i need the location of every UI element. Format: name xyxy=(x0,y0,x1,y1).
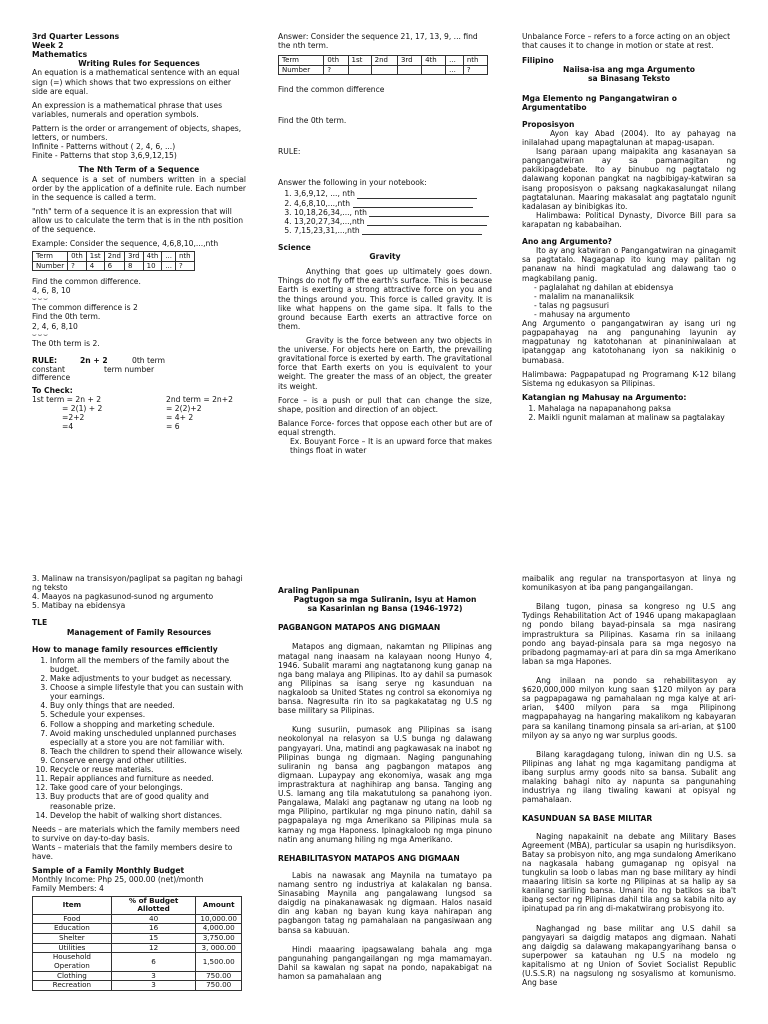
table-cell: 3,750.00 xyxy=(196,934,242,944)
tle-column xyxy=(32,574,246,993)
ap-paragraph: Ang inilaan na pondo sa rehabilitasyon ay $620,000,000 milyon kung saan $120 milyon ay para sa pagpapagawa ng pamahalaan ng mga kalye at ari-arian, $400 milyon para sa mga Pilipinong magpapahayag na hangaring makalikom ng kabayaran para sa kanilang tinamong pinsala sa ari-arian, at $100 milyon ay sa anyo ng war surplus goods. xyxy=(522,675,736,740)
budget-heading: Sample of a Family Monthly Budget xyxy=(32,866,185,876)
answer-line[interactable] xyxy=(367,218,487,226)
ap-paragraph: Labis na nawasak ang Maynila na tumatayo pa namang sentro ng industriya at kalakalan ng bansa. Sinasabing Maynila ang pangalawang lungsod sa daigdig na pinakanawasak ng digmaan. Halos nasaid din ang kaban ng bayan kung kaya nahirapan ang pagbangon tatag ng pamahalaan na pangasiwaan ang bansa sa kabuuan. xyxy=(278,870,492,935)
list-item: - malalim na mananaliksik xyxy=(534,291,634,301)
table-cell: Shelter xyxy=(33,934,112,944)
table-cell: 1,500.00 xyxy=(196,953,242,971)
table-cell: 0th xyxy=(68,252,87,261)
lesson-title: Writing Rules for Sequences xyxy=(78,59,200,69)
argument-heading: Ano ang Argumento? xyxy=(522,237,612,247)
rule-zero-label: 0th term xyxy=(132,355,166,365)
gravity-paragraph: Gravity is the force between any two objects in the universe. For objects here on Earth, the prevailing gravitational force is exerted by earth. The gravitational force that Earth exerts on you is equivalent to your weight. The greater the mass of an object, the greater its weight. xyxy=(278,335,492,391)
ap-paragraph: Bilang karagdagang tulong, iniwan din ng U.S. sa Pilipinas ang lahat ng mga kagamitang pandigma at ibang surplus army goods nito sa bansa. Subalit ang malaking bahagi nito ay napunta sa pangunahing industriya ng ilang tiwaling kawani at opisyal ng pamahalaan. xyxy=(522,749,736,805)
quarter-heading: 3rd Quarter Lessons xyxy=(32,32,120,41)
infinite-definition: Infinite - Patterns without ( 2, 4, 6, ...) xyxy=(32,142,176,152)
ap-paragraph: Hindi maaaring ipagsawalang bahala ang mga pangunahing pangangailangan ng mga mamamayan. Dahil sa kawalan ng sapat na pondo, napakabigat na hamon sa pamahalaan ang xyxy=(278,944,492,981)
gravity-title: Gravity xyxy=(369,252,401,262)
table-header-row xyxy=(33,252,195,261)
list-item: 4. Buy only things that are needed. xyxy=(50,701,246,710)
exercise-text: 3,6,9,12, ..., nth xyxy=(294,189,355,199)
buoyant-force-example: Ex. Bouyant Force – It is an upward force that makes things float in water xyxy=(290,437,492,456)
sequence-values: 2, 4, 6, 8,10 xyxy=(32,321,78,331)
proposition-paragraph: Ayon kay Abad (2004). Ito ay pahayag na inilalahad upang mapagtalunan at mapag-usapan. xyxy=(522,128,736,147)
section-heading: REHABILITASYON MATAPOS ANG DIGMAAN xyxy=(278,853,460,863)
table-cell: Number xyxy=(279,65,324,74)
list-item: - paglalahat ng dahilan at ebidensya xyxy=(534,282,674,292)
ap-paragraph: Matapos ang digmaan, nakamtan ng Pilipinas ang matagal nang inaasam na kalayaan noong Hunyo 4, 1946. Subalit marami ang nagtatanong kung ganap na nga bang malaya ang Pilipinas. Ito ay dahil sa pumasok ang Pilipinas sa isang serye ng kasunduan na nagkaloob sa United States ng control sa ekonomiya ng bansa. Nagresulta rin ito sa pagkakatatag ng U.S ng base military sa Pilipinas. xyxy=(278,642,492,716)
table-cell: ? xyxy=(463,65,487,74)
ap-paragraph: maibalik ang regular na transportasyon at linya ng komunikasyon at iba pang pangangailangan. xyxy=(522,574,736,593)
expression-definition: An expression is a mathematical phrase that uses variables, numerals and operation symbols. xyxy=(32,100,223,119)
table-cell: Food xyxy=(33,914,112,924)
math-column xyxy=(32,32,246,431)
subject-heading: Mathematics xyxy=(32,50,88,60)
exercise-text: 13,20,27,34,...,nth xyxy=(294,216,365,226)
list-item xyxy=(294,217,492,226)
exercise-list xyxy=(278,189,492,235)
answer-prompt: Answer: Consider the sequence 21, 17, 13, 9, ... find the nth term. xyxy=(278,32,478,51)
exercise-text: 10,18,26,34,..., nth xyxy=(294,207,367,217)
qualities-list xyxy=(522,404,736,422)
table-cell: Clothing xyxy=(33,971,112,981)
table-header: Amount xyxy=(196,896,242,914)
table-cell xyxy=(348,65,371,74)
list-item: 2. Make adjustments to your budget as necessary. xyxy=(50,674,246,683)
filipino-column xyxy=(522,32,736,427)
table-cell: Education xyxy=(33,924,112,934)
budget-table xyxy=(32,896,242,991)
araling-panlipunan-column xyxy=(278,586,492,986)
table-header: Item xyxy=(33,896,112,914)
table-cell: 10,000.00 xyxy=(196,914,242,924)
family-members: Family Members: 4 xyxy=(32,884,104,894)
proposition-example: Halimbawa: Political Dynasty, Divorce Bill para sa karapatan ng kababaihan. xyxy=(522,210,736,229)
zero-term-prompt: Find the 0th term. xyxy=(278,116,347,126)
table-cell: Utilities xyxy=(33,943,112,953)
rule-constant-label: constant xyxy=(32,364,66,374)
table-cell xyxy=(397,65,421,74)
answer-line[interactable] xyxy=(357,191,477,199)
ap-title: sa Kasarinlan ng Bansa (1946-1972) xyxy=(307,604,463,614)
check-line: = 6 xyxy=(166,422,180,432)
notebook-instructions: Answer the following in your notebook: xyxy=(278,178,427,188)
sequence-definition: A sequence is a set of numbers written in a special order by the application of a definite rule. Each number in the sequence is called a term. xyxy=(32,174,246,202)
table-cell: ? xyxy=(324,65,348,74)
difference-arrows: ⌣⌣⌣ xyxy=(32,330,49,339)
list-item: 11. Repair appliances and furniture as needed. xyxy=(50,774,246,783)
tle-title: Management of Family Resources xyxy=(66,627,212,637)
table-cell: ... xyxy=(446,56,464,65)
common-difference-prompt: Find the common difference xyxy=(278,85,385,94)
table-cell: 6 xyxy=(111,953,196,971)
table-cell: Term xyxy=(279,56,324,65)
finite-definition: Finite - Patterns that stop 3,6,9,12,15) xyxy=(32,151,177,161)
list-item: 14. Develop the habit of walking short distances. xyxy=(50,811,246,820)
section-heading: KASUNDUAN SA BASE MILITAR xyxy=(522,814,653,824)
week-heading: Week 2 xyxy=(32,41,64,51)
check-line: =4 xyxy=(62,422,74,432)
table-cell: 12 xyxy=(111,943,196,953)
difference-arrows: ⌣⌣⌣ xyxy=(32,295,49,304)
table-cell: 8 xyxy=(124,261,143,270)
table-row xyxy=(33,261,195,270)
sequence-values: 4, 6, 8, 10 xyxy=(32,286,71,296)
check-line: 2nd term = 2n+2 xyxy=(166,394,233,404)
exercise-text: 4,6,8,10,...,nth xyxy=(294,198,351,208)
pattern-definition: Pattern is the order or arrangement of objects, shapes, letters, or numbers. xyxy=(32,123,242,143)
table-cell: 750.00 xyxy=(196,981,242,991)
argument-example: Halimbawa: Pagpapatupad ng Programang K-12 bilang Sistema ng edukasyon sa Pilipinas. xyxy=(522,369,736,388)
gravity-paragraph: Anything that goes up ultimately goes down. Things do not fly off the earth's surface. This is because Earth is exerting a strong attractive force on you and the things around you. This force is called gravity. It is like what happens on the game sipa. It falls to the ground because Earth exerts an attractive force on them. xyxy=(278,267,492,331)
list-item: 12. Take good care of your belongings. xyxy=(50,783,246,792)
table-cell: Number xyxy=(33,261,68,270)
rule-label: RULE: xyxy=(32,355,58,365)
section-heading: PAGBANGON MATAPOS ANG DIGMAAN xyxy=(278,623,441,633)
filipino-title: Naiisa-isa ang mga Argumento xyxy=(563,65,695,75)
list-item: 5. Matibay na ebidensya xyxy=(32,601,126,611)
list-item: 1. Inform all the members of the family about the budget. xyxy=(50,656,246,674)
table-cell: Recreation xyxy=(33,981,112,991)
elements-heading: Mga Elemento ng Pangangatwiran o Argumentatibo xyxy=(522,93,677,112)
table-cell: 6 xyxy=(104,261,124,270)
table-cell: 4th xyxy=(143,252,162,261)
step-text: Find the 0th term. xyxy=(32,312,101,322)
table-cell: 40 xyxy=(111,914,196,924)
tle-heading: TLE xyxy=(32,618,48,628)
answer-line[interactable] xyxy=(369,209,489,217)
rule-equation: 2n + 2 xyxy=(80,355,108,365)
needs-definition: Needs – are materials which the family members need to survive on day-to-day basis. xyxy=(32,824,240,843)
table-cell: ... xyxy=(162,252,176,261)
proposition-heading: Proposisyon xyxy=(522,119,575,129)
management-steps xyxy=(32,656,246,820)
balance-force-definition: Balance Force- forces that oppose each other but are of equal strength. xyxy=(278,418,492,437)
check-line: = 4+ 2 xyxy=(166,413,194,423)
check-line: = 2(2)+2 xyxy=(166,403,202,413)
nth-term-title: The Nth Term of a Sequence xyxy=(78,165,200,175)
ap-paragraph: Kung susuriin, pumasok ang Pilipinas sa isang neokolonyal na relasyon sa U.S bunga ng dalawang pangyayari. Una, matindi ang pagkawasak na inabot ng Pilipinas bunga ng digmaan. Naging pangunahing suliranin ng bansa ang pagbangon matapos ang digmaan. Lupaypay ang ekonomiya, wasak ang mga imprastraktura at naghihirap ang bansa. Tanging ang U.S. lamang ang tila makatutulong sa panahong iyon. Pangalawa, Malaki ang pagtanaw ng utang na loob ng mga Pilipino, partikular ng mga pinuno natin, dahil sa pagpapalaya ng mga Amerikano sa Pilipinas mula sa kamay ng mga Haponess. Ipinagkaloob ng mga pinuno natin ang anumang hiling ng mga Amerikano. xyxy=(278,725,492,844)
list-item: 9. Conserve energy and other utilities. xyxy=(50,756,246,765)
check-work xyxy=(32,395,246,431)
table-cell: 4 xyxy=(86,261,104,270)
list-item: 4. Maayos na pagkasunod-sunod ng argumento xyxy=(32,592,214,602)
table-cell: ? xyxy=(68,261,87,270)
proposition-paragraph: Isang paraan upang maipakita ang kasanayan sa pangangatwiran ay sa pamamagitan ng pakikipagdebate. Ito ay binubuo ng pagtatalo ng dalawang koponan pangkat na nagbibigay-katwiran sa isang proposisyon o paksang nagkakasalungat nilang pagtatalunan. Maaring makasalat ang pagtatalo ngunit kadalasan ay binibigkas ito. xyxy=(522,147,736,211)
list-item xyxy=(294,226,492,235)
nth-term-definition: "nth" term of a sequence it is an expression that will allow us to calculate the term that is in the nth position of the sequence. xyxy=(32,206,244,235)
table-cell: 3rd xyxy=(397,56,421,65)
table-cell: 10 xyxy=(143,261,162,270)
table-cell: 1st xyxy=(86,252,104,261)
table-cell: 750.00 xyxy=(196,971,242,981)
answer-table xyxy=(278,55,488,75)
answer-line[interactable] xyxy=(353,200,473,208)
table-cell: 2nd xyxy=(104,252,124,261)
check-heading: To Check: xyxy=(32,385,73,395)
table-cell: 15 xyxy=(111,934,196,944)
check-line: =2+2 xyxy=(62,413,85,423)
answer-line[interactable] xyxy=(362,227,482,235)
rule-difference-label: difference xyxy=(32,372,71,382)
check-second-term xyxy=(166,395,246,431)
table-cell: 3 xyxy=(111,971,196,981)
table-row xyxy=(33,953,242,971)
ap-title: Pagtugon sa mga Suliranin, Isyu at Hamon xyxy=(293,595,477,605)
list-item: 10. Recycle or reuse materials. xyxy=(50,765,246,774)
list-item: 6. Follow a shopping and marketing schedule. xyxy=(50,720,246,729)
rule-diagram xyxy=(32,356,246,382)
table-cell: ? xyxy=(175,261,194,270)
check-first-term xyxy=(32,395,137,431)
step-text: The 0th term is 2. xyxy=(32,338,100,348)
step-text: Find the common difference. xyxy=(32,277,141,287)
unbalance-force-definition: Unbalance Force – refers to a force acting on an object that causes it to change in motion or state at rest. xyxy=(522,32,731,51)
table-cell: 1st xyxy=(348,56,371,65)
science-heading: Science xyxy=(278,242,311,252)
qualities-heading: Katangian ng Mahusay na Argumento: xyxy=(522,392,687,402)
table-cell: 3 xyxy=(111,981,196,991)
table-cell: nth xyxy=(175,252,194,261)
list-item xyxy=(294,208,492,217)
check-line: = 2(1) + 2 xyxy=(62,403,103,413)
table-cell: nth xyxy=(463,56,487,65)
argument-paragraph: Ito ay ang katwiran o Pangangatwiran na ginagamit sa pagtatalo. Nagaganap ito kung may palitan ng pananaw na hindi magkatulad ang dalawang tao o magkabilang panig. xyxy=(522,246,736,283)
filipino-title: sa Binasang Teksto xyxy=(587,74,671,84)
rule-term-number-label: term number xyxy=(104,364,155,374)
list-item: 3. Malinaw na transisyon/paglipat sa pagitan ng bahagi ng teksto xyxy=(32,574,243,593)
ap-paragraph: Bilang tugon, pinasa sa kongreso ng U.S ang Tydings Rehabilitation Act of 1946 upang makapaglaan ng pondo bilang bayad-pinsala sa mga nasirang imprastruktura sa Pilipinas. Kasama rin sa inilaang pondo ang bayad-pinsala para sa mga negosyo na pribadong pagmamay-ari at para din sa mga Amerikano laban sa mga Hapones. xyxy=(522,602,736,666)
rule-prompt: RULE: xyxy=(278,147,301,157)
table-row xyxy=(33,981,242,991)
monthly-income: Monthly Income: Php 25, 000.00 (net)/month xyxy=(32,875,204,885)
argument-bullets xyxy=(522,283,736,319)
list-item: 2. Maikli ngunit malaman at malinaw sa pagtalakay xyxy=(538,413,736,422)
ap-paragraph: Naging napakainit na debate ang Military Bases Agreement (MBA), particular sa usapin ng hurisdiksyon. Batay sa probisyon nito, ang mga sundalong Amerikano na nagkasala habang gumaganap ng opisyal na tungkulin sa loob o labas man ng base military ay hindi maaaring litisin sa korte ng Pilipinas at sa halip ay sa kanilang sariling bansa. Umani ito ng batikos sa iba't ibang sector ng Pilipinas dahil tila ang sa kabila nito ay ipinatupad pa rin ang di-makatwirang probisyong ito. xyxy=(522,831,736,914)
table-cell: ... xyxy=(446,65,464,74)
list-item: 13. Buy products that are of good quality and reasonable prize. xyxy=(50,792,246,810)
table-cell: 4th xyxy=(422,56,446,65)
table-cell: 4,000.00 xyxy=(196,924,242,934)
argument-paragraph: Ang Argumento o pangangatwiran ay isang uri ng pagpapahayag na ang pangunahing layunin ay magpatunay ng katotohanan at pinaniniwalaan at ipatanggap ang katotohanang iyon sa nakikinig o bumabasa. xyxy=(522,319,736,365)
list-item: - mahusay na argumento xyxy=(534,309,631,319)
table-cell xyxy=(422,65,446,74)
table-cell: 0th xyxy=(324,56,348,65)
table-cell: 2nd xyxy=(371,56,397,65)
ap-heading: Araling Panlipunan xyxy=(278,586,360,595)
exercise-text: 7,15,23,31,...,nth xyxy=(294,225,360,235)
example-text: Example: Consider the sequence, 4,6,8,10,...,nth xyxy=(32,239,219,249)
list-item xyxy=(294,199,492,208)
table-cell: 3rd xyxy=(124,252,143,261)
wants-definition: Wants – materials that the family members desire to have. xyxy=(32,842,233,862)
table-row xyxy=(279,65,488,74)
table-cell: Term xyxy=(33,252,68,261)
table-cell: Household Operation xyxy=(33,953,112,971)
list-item: 5. Schedule your expenses. xyxy=(50,710,246,719)
list-item: 8. Teach the children to spend their allowance wisely. xyxy=(50,747,246,756)
table-row xyxy=(33,934,242,944)
table-cell: ... xyxy=(162,261,176,270)
how-heading: How to manage family resources efficiently xyxy=(32,644,218,654)
list-item: 1. Mahalaga na napapanahong paksa xyxy=(538,404,736,413)
example-table xyxy=(32,251,195,271)
filipino-heading: Filipino xyxy=(522,56,554,66)
check-line: 1st term = 2n + 2 xyxy=(32,394,102,404)
math-science-column xyxy=(278,32,492,455)
equation-definition: An equation is a mathematical sentence with an equal sign (=) which shows that two expressions on either side are equal. xyxy=(32,68,240,96)
step-text: The common difference is 2 xyxy=(32,303,138,313)
list-item xyxy=(294,189,492,198)
ap-paragraph: Naghangad ng base militar ang U.S dahil sa pangyayari sa daigdig matapos ang digmaan. Nahati ang daigdig sa dalawang makapangyarihang bansa o superpower sa katauhan ng U.S na modelo ng kapitalismo at ng Union of Soviet Socialist Republic (U.S.S.R) na nagsulong ng sosyalismo at komunismo. Ang base xyxy=(522,923,736,988)
table-cell: 3, 000.00 xyxy=(196,943,242,953)
table-cell: 16 xyxy=(111,924,196,934)
qualities-continued xyxy=(32,574,246,610)
list-item: 7. Avoid making unscheduled unplanned purchases especially at a store you are not familiar with. xyxy=(50,729,246,747)
list-item: 3. Choose a simple lifestyle that you can sustain with your earnings. xyxy=(50,683,246,701)
list-item: - talas ng pagsusuri xyxy=(534,300,610,310)
table-header-row xyxy=(279,56,488,65)
table-cell xyxy=(371,65,397,74)
table-header-row xyxy=(33,896,242,914)
table-header: % of Budget Allotted xyxy=(111,896,196,914)
force-definition: Force – is a push or pull that can change the size, shape, position and direction of an object. xyxy=(278,395,492,414)
ap-continued-column xyxy=(522,574,736,992)
